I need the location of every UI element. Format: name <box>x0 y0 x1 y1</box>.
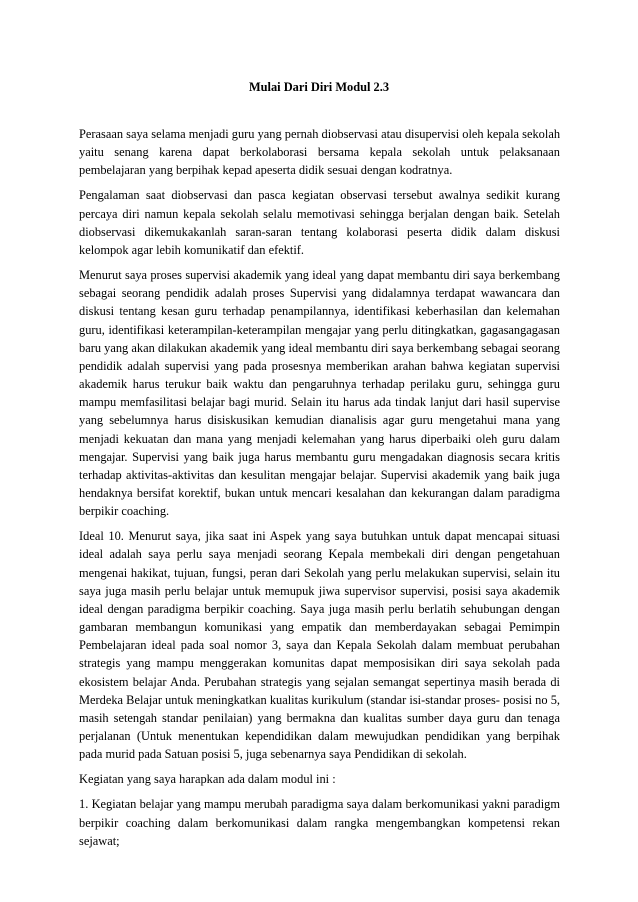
paragraph-ideal-supervision: Menurut saya proses supervisi akademik yang ideal yang dapat membantu diri saya berkembang sebagai seorang pendidik adalah proses Supervisi yang didalamnya terdapat wawancara dan diskusi tentang kesan guru terhadap penampilannya, identifikasi keberhasilan dan kelemahan guru, identifikasi keterampilan-keterampilan mengajar yang perlu ditingkatkan, gagasangagasan baru yang akan dilakukan akademik yang ideal membantu diri saya berkembang sebagai seorang pendidik adalah supervisi yang pada prosesnya memberikan arahan bahwa kegiatan supervisi akademik harus terukur baik waktu dan pengaruhnya terhadap perilaku guru, sehingga guru mampu memfasilitasi belajar bagi murid. Selain itu harus ada tindak lanjut dari hasil supervise yang sebelumnya harus disiskusikan kemudian dianalisis agar guru mengetahui mana yang menjadi kekuatan dan mana yang menjadi kelemahan yang harus diperbaiki oleh guru dalam mengajar. Supervisi yang baik juga harus membantu guru mengadakan diagnosis secara kritis terhadap aktivitas-aktivitas dan kesulitan mengajar belajar. Supervisi akademik yang baik juga hendaknya bersifat korektif, bukan untuk mencari kesalahan dan kekurangan dalam paradigma berpikir coaching. <box>79 268 560 519</box>
paragraph-ideal-10: Ideal 10. Menurut saya, jika saat ini Aspek yang saya butuhkan untuk dapat mencapai situasi ideal adalah saya perlu saya menjadi seorang Kepala membekali diri dengan pengetahuan mengenai hakikat, tujuan, fungsi, peran dari Sekolah yang perlu melakukan supervisi, selain itu saya juga masih perlu belajar untuk memupuk jiwa supervisor supervisi, posisi saya akademik ideal dengan paradigma berpikir coaching. Saya juga masih perlu berlatih sehubungan dengan gambaran membangun komunikasi yang empatik dan memberdayakan sebagai Pemimpin Pembelajaran ideal pada soal nomor 3, saya dan Kepala Sekolah dalam membuat perubahan strategis yang mampu menggerakan komunitas dapat memposisikan diri saya sekolah pada ekosistem belajar Anda. Perubahan strategis yang sejalan semangat sepertinya masih berada di Merdeka Belajar untuk meningkatkan kualitas kurikulum (standar isi-standar proses- posisi no 5, masih setengah standar penilaian) yang bermakna dan kualitas sumber daya guru dan tenaga perjalanan (Untuk menentukan kependidikan dalam mewujudkan pendidikan yang berpihak pada murid pada Satuan posisi 5, juga sebenarnya saya Pendidikan di sekolah. <box>79 529 560 762</box>
paragraph-activity-1: 1. Kegiatan belajar yang mampu merubah paradigma saya dalam berkomunikasi yakni paradigm berpikir coaching dalam berkomunikasi dalam rangka mengembangkan kompetensi rekan sejawat; <box>79 797 560 848</box>
document-body <box>79 125 560 857</box>
paragraph-expected-activities: Kegiatan yang saya harapkan ada dalam modul ini : <box>79 772 336 787</box>
paragraph-experience: Pengalaman saat diobservasi dan pasca kegiatan observasi tersebut awalnya sedikit kurang percaya diri namun kepala sekolah selalu memotivasi sehingga berjalan dengan baik. Setelah diobservasi dikemukakanlah saran-saran tentang kolaborasi peserta didik dalam diskusi kelompok agar lebih komunikatif dan efektif. <box>79 188 560 257</box>
paragraph-feelings: Perasaan saya selama menjadi guru yang pernah diobservasi atau disupervisi oleh kepala sekolah yaitu senang karena dapat berkolaborasi bersama kepala sekolah untuk pelaksanaan pembelajaran yang berpihak kepad apeserta didik sesuai dengan kodratnya. <box>79 127 561 178</box>
document-title: Mulai Dari Diri Modul 2.3 <box>248 80 390 94</box>
